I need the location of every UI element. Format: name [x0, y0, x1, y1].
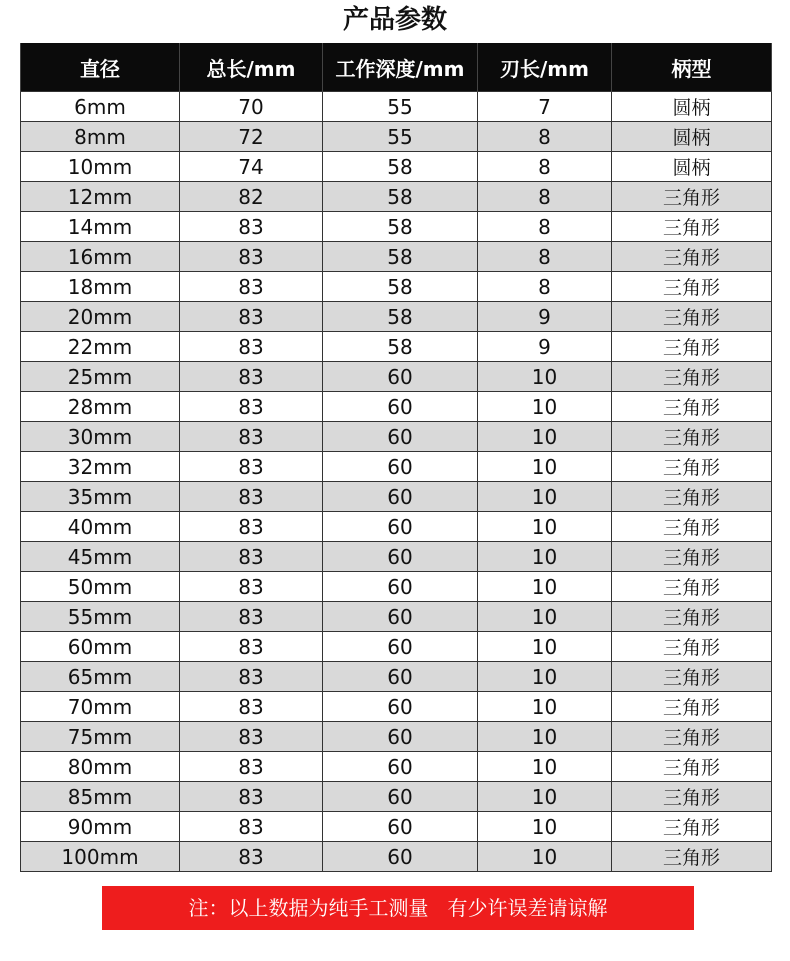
shank-type-cell: 三角形 — [612, 782, 772, 812]
diameter-cell: 90mm — [21, 812, 180, 842]
total-length-cell: 83 — [180, 392, 323, 422]
diameter-cell: 12mm — [21, 182, 180, 212]
diameter-cell: 50mm — [21, 572, 180, 602]
table-row — [21, 572, 772, 602]
working-depth-cell: 55 — [323, 92, 478, 122]
blade-length-cell: 10 — [478, 392, 612, 422]
total-length-cell: 83 — [180, 752, 323, 782]
table-row — [21, 482, 772, 512]
header-working-depth: 工作深度/mm — [323, 43, 478, 92]
shank-type-cell: 圆柄 — [612, 152, 772, 182]
total-length-cell: 83 — [180, 662, 323, 692]
table-row — [21, 842, 772, 872]
table-row — [21, 392, 772, 422]
shank-type-cell: 三角形 — [612, 722, 772, 752]
working-depth-cell: 60 — [323, 452, 478, 482]
table-row — [21, 512, 772, 542]
shank-type-cell: 三角形 — [612, 362, 772, 392]
table-row — [21, 452, 772, 482]
shank-type-cell: 三角形 — [612, 812, 772, 842]
total-length-cell: 82 — [180, 182, 323, 212]
table-row — [21, 212, 772, 242]
blade-length-cell: 10 — [478, 542, 612, 572]
measurement-note-banner: 注：以上数据为纯手工测量 有少许误差请谅解 — [102, 886, 694, 930]
blade-length-cell: 9 — [478, 332, 612, 362]
total-length-cell: 83 — [180, 722, 323, 752]
diameter-cell: 75mm — [21, 722, 180, 752]
diameter-cell: 10mm — [21, 152, 180, 182]
shank-type-cell: 三角形 — [612, 452, 772, 482]
working-depth-cell: 60 — [323, 662, 478, 692]
total-length-cell: 74 — [180, 152, 323, 182]
blade-length-cell: 8 — [478, 152, 612, 182]
table-row — [21, 242, 772, 272]
working-depth-cell: 58 — [323, 332, 478, 362]
total-length-cell: 83 — [180, 602, 323, 632]
working-depth-cell: 60 — [323, 812, 478, 842]
working-depth-cell: 60 — [323, 842, 478, 872]
blade-length-cell: 10 — [478, 812, 612, 842]
shank-type-cell: 三角形 — [612, 752, 772, 782]
spec-table — [20, 43, 772, 872]
table-row — [21, 362, 772, 392]
shank-type-cell: 三角形 — [612, 332, 772, 362]
working-depth-cell: 60 — [323, 692, 478, 722]
working-depth-cell: 58 — [323, 182, 478, 212]
table-row — [21, 272, 772, 302]
total-length-cell: 83 — [180, 812, 323, 842]
total-length-cell: 83 — [180, 332, 323, 362]
shank-type-cell: 三角形 — [612, 662, 772, 692]
shank-type-cell: 圆柄 — [612, 122, 772, 152]
diameter-cell: 80mm — [21, 752, 180, 782]
total-length-cell: 83 — [180, 842, 323, 872]
blade-length-cell: 8 — [478, 212, 612, 242]
total-length-cell: 83 — [180, 302, 323, 332]
working-depth-cell: 60 — [323, 632, 478, 662]
total-length-cell: 83 — [180, 542, 323, 572]
diameter-cell: 32mm — [21, 452, 180, 482]
diameter-cell: 100mm — [21, 842, 180, 872]
blade-length-cell: 10 — [478, 362, 612, 392]
working-depth-cell: 60 — [323, 752, 478, 782]
shank-type-cell: 三角形 — [612, 302, 772, 332]
table-row — [21, 722, 772, 752]
table-row — [21, 92, 772, 122]
total-length-cell: 83 — [180, 362, 323, 392]
shank-type-cell: 三角形 — [612, 422, 772, 452]
blade-length-cell: 10 — [478, 422, 612, 452]
diameter-cell: 60mm — [21, 632, 180, 662]
total-length-cell: 70 — [180, 92, 323, 122]
shank-type-cell: 圆柄 — [612, 92, 772, 122]
diameter-cell: 70mm — [21, 692, 180, 722]
table-row — [21, 152, 772, 182]
table-row — [21, 692, 772, 722]
total-length-cell: 83 — [180, 272, 323, 302]
table-row — [21, 602, 772, 632]
table-header-row — [21, 43, 772, 92]
blade-length-cell: 10 — [478, 602, 612, 632]
shank-type-cell: 三角形 — [612, 392, 772, 422]
working-depth-cell: 60 — [323, 602, 478, 632]
blade-length-cell: 10 — [478, 782, 612, 812]
table-row — [21, 662, 772, 692]
diameter-cell: 18mm — [21, 272, 180, 302]
table-row — [21, 302, 772, 332]
diameter-cell: 20mm — [21, 302, 180, 332]
working-depth-cell: 58 — [323, 242, 478, 272]
total-length-cell: 83 — [180, 512, 323, 542]
shank-type-cell: 三角形 — [612, 842, 772, 872]
blade-length-cell: 10 — [478, 452, 612, 482]
diameter-cell: 85mm — [21, 782, 180, 812]
blade-length-cell: 9 — [478, 302, 612, 332]
diameter-cell: 35mm — [21, 482, 180, 512]
shank-type-cell: 三角形 — [612, 212, 772, 242]
shank-type-cell: 三角形 — [612, 602, 772, 632]
working-depth-cell: 60 — [323, 782, 478, 812]
table-row — [21, 752, 772, 782]
diameter-cell: 40mm — [21, 512, 180, 542]
diameter-cell: 22mm — [21, 332, 180, 362]
shank-type-cell: 三角形 — [612, 542, 772, 572]
working-depth-cell: 60 — [323, 362, 478, 392]
blade-length-cell: 8 — [478, 182, 612, 212]
working-depth-cell: 60 — [323, 512, 478, 542]
table-row — [21, 122, 772, 152]
blade-length-cell: 10 — [478, 692, 612, 722]
working-depth-cell: 60 — [323, 722, 478, 752]
table-row — [21, 182, 772, 212]
table-row — [21, 332, 772, 362]
working-depth-cell: 58 — [323, 302, 478, 332]
working-depth-cell: 60 — [323, 572, 478, 602]
table-row — [21, 812, 772, 842]
total-length-cell: 83 — [180, 692, 323, 722]
blade-length-cell: 10 — [478, 662, 612, 692]
total-length-cell: 83 — [180, 632, 323, 662]
shank-type-cell: 三角形 — [612, 182, 772, 212]
diameter-cell: 6mm — [21, 92, 180, 122]
total-length-cell: 83 — [180, 242, 323, 272]
diameter-cell: 14mm — [21, 212, 180, 242]
working-depth-cell: 60 — [323, 422, 478, 452]
blade-length-cell: 10 — [478, 842, 612, 872]
blade-length-cell: 10 — [478, 632, 612, 662]
header-blade-length: 刃长/mm — [478, 43, 612, 92]
header-total-length: 总长/mm — [180, 43, 323, 92]
header-diameter: 直径 — [21, 43, 180, 92]
working-depth-cell: 58 — [323, 272, 478, 302]
diameter-cell: 28mm — [21, 392, 180, 422]
total-length-cell: 83 — [180, 572, 323, 602]
blade-length-cell: 10 — [478, 482, 612, 512]
shank-type-cell: 三角形 — [612, 692, 772, 722]
blade-length-cell: 10 — [478, 722, 612, 752]
blade-length-cell: 8 — [478, 272, 612, 302]
total-length-cell: 83 — [180, 452, 323, 482]
diameter-cell: 45mm — [21, 542, 180, 572]
diameter-cell: 25mm — [21, 362, 180, 392]
table-body — [21, 92, 772, 872]
shank-type-cell: 三角形 — [612, 272, 772, 302]
blade-length-cell: 10 — [478, 752, 612, 782]
shank-type-cell: 三角形 — [612, 632, 772, 662]
working-depth-cell: 55 — [323, 122, 478, 152]
diameter-cell: 30mm — [21, 422, 180, 452]
table-row — [21, 542, 772, 572]
table-row — [21, 782, 772, 812]
total-length-cell: 72 — [180, 122, 323, 152]
working-depth-cell: 58 — [323, 212, 478, 242]
page-title: 产品参数 — [342, 5, 447, 35]
blade-length-cell: 8 — [478, 242, 612, 272]
working-depth-cell: 60 — [323, 392, 478, 422]
blade-length-cell: 7 — [478, 92, 612, 122]
working-depth-cell: 60 — [323, 542, 478, 572]
shank-type-cell: 三角形 — [612, 512, 772, 542]
blade-length-cell: 8 — [478, 122, 612, 152]
total-length-cell: 83 — [180, 212, 323, 242]
diameter-cell: 65mm — [21, 662, 180, 692]
blade-length-cell: 10 — [478, 512, 612, 542]
working-depth-cell: 60 — [323, 482, 478, 512]
table-row — [21, 632, 772, 662]
table-row — [21, 422, 772, 452]
total-length-cell: 83 — [180, 482, 323, 512]
shank-type-cell: 三角形 — [612, 482, 772, 512]
total-length-cell: 83 — [180, 782, 323, 812]
diameter-cell: 16mm — [21, 242, 180, 272]
header-shank-type: 柄型 — [612, 43, 772, 92]
shank-type-cell: 三角形 — [612, 242, 772, 272]
diameter-cell: 8mm — [21, 122, 180, 152]
working-depth-cell: 58 — [323, 152, 478, 182]
shank-type-cell: 三角形 — [612, 572, 772, 602]
blade-length-cell: 10 — [478, 572, 612, 602]
diameter-cell: 55mm — [21, 602, 180, 632]
total-length-cell: 83 — [180, 422, 323, 452]
